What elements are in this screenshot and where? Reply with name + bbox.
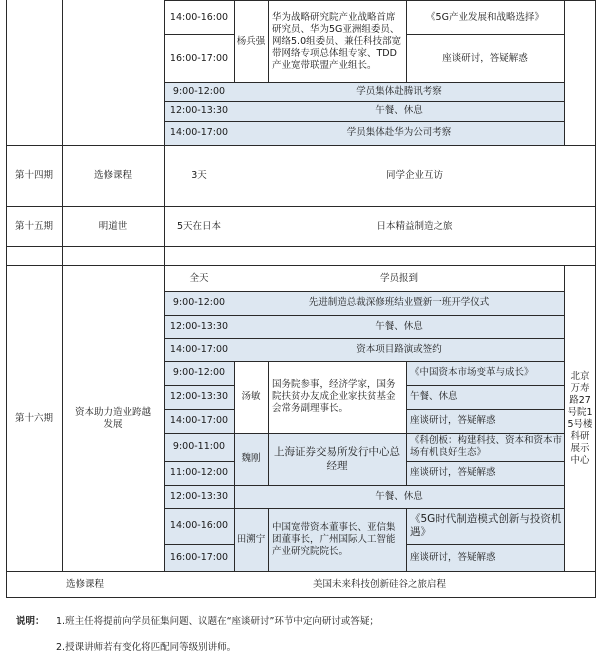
time-cell: 12:00-13:30 — [169, 490, 229, 502]
time-cell: 14:00-16:00 — [169, 520, 229, 531]
time-cell: 12:00-13:30 — [169, 320, 229, 332]
time-cell: 16:00-17:00 — [169, 52, 229, 64]
time-cell: 全天 — [189, 272, 209, 284]
topic-cell: 《中国资本市场变革与成长》 — [410, 367, 534, 378]
time-cell: 16:00-17:00 — [169, 551, 229, 563]
period-label: 第十四期 — [14, 170, 53, 181]
elective-label: 选修课程 — [65, 578, 104, 590]
note-1: 1.班主任将提前向学员征集问题、议题在“座谈研讨”环节中定向研讨或答疑； — [56, 616, 379, 627]
speaker-name: 田溯宁 — [236, 533, 266, 545]
topic-cell: 《科创板：构建科技、资本和资本市场有机良好生态》 — [410, 435, 563, 458]
activity-cell: 午餐、休息 — [375, 105, 423, 116]
grid-line — [6, 246, 595, 247]
topic-cell: 座谈研讨，答疑解惑 — [410, 551, 496, 563]
topic-cell: 午餐、休息 — [410, 391, 458, 402]
time-cell: 12:00-13:30 — [169, 391, 229, 402]
speaker-bio: 上海证券交易所发行中心总经理 — [274, 446, 400, 472]
duration-cell: 3天 — [191, 170, 207, 181]
note-2: 2.授课讲师若有变化将匹配同等级别讲师。 — [56, 642, 237, 653]
speaker-name: 杨兵强 — [236, 35, 266, 47]
time-cell: 9:00-12:00 — [172, 367, 226, 378]
course-name: 资本助力造业跨越发展 — [74, 406, 151, 430]
activity-cell: 日本精益制造之旅 — [376, 220, 453, 232]
activity-cell: 午餐、休息 — [375, 490, 423, 502]
period-label: 第十五期 — [14, 220, 53, 232]
course-name: 选修课程 — [93, 170, 132, 181]
location-cell: 北京万寿路27号院15号楼科研展示中心 — [567, 370, 593, 466]
activity-cell: 学员集体赴华为公司考察 — [346, 127, 452, 138]
notes-title: 说明： — [16, 616, 45, 627]
speaker-bio: 华为战略研究院产业战略首席研究员、华为5G亚洲组委员、网络5.0组委员、兼任科技部宽带网络专项总体组专家、TDD产业宽带联盟产业组长。 — [272, 11, 402, 71]
time-cell: 9:00-12:00 — [172, 85, 226, 97]
activity-cell: 资本项目路演或签约 — [356, 343, 442, 355]
time-cell: 9:00-11:00 — [172, 441, 226, 452]
speaker-name: 汤敏 — [241, 391, 261, 402]
grid-line — [62, 0, 63, 571]
activity-cell: 同学企业互访 — [385, 170, 443, 181]
time-cell: 11:00-12:00 — [169, 467, 229, 478]
activity-cell: 午餐、休息 — [375, 320, 423, 332]
grid-line — [6, 597, 596, 598]
duration-cell: 5天在日本 — [176, 220, 222, 232]
activity-cell: 学员报到 — [379, 272, 418, 284]
speaker-bio: 中国宽带资本董事长、亚信集团董事长，广州国际人工智能产业研究院院长。 — [272, 521, 396, 557]
grid-line — [564, 0, 565, 145]
activity-cell: 先进制造总裁深修班结业暨新一班开学仪式 — [308, 297, 490, 308]
elective-activity: 美国未来科技创新硅谷之旅启程 — [312, 578, 446, 590]
topic-cell: 座谈研讨，答疑解惑 — [442, 52, 528, 64]
grid-line — [595, 0, 596, 598]
time-cell: 14:00-16:00 — [169, 11, 229, 23]
period-label: 第十六期 — [14, 412, 53, 424]
speaker-name: 魏刚 — [241, 453, 261, 464]
time-cell: 14:00-17:00 — [169, 343, 229, 355]
topic-cell: 《5G产业发展和战略选择》 — [426, 11, 544, 23]
course-name: 明道世 — [98, 220, 128, 232]
speaker-bio: 国务院参事，经济学家，国务院扶贫办友成企业家扶贫基金会常务副理事长。 — [272, 379, 396, 414]
time-cell: 9:00-12:00 — [172, 297, 226, 308]
time-cell: 14:00-17:00 — [169, 415, 229, 426]
topic-cell: 座谈研讨，答疑解惑 — [410, 467, 496, 478]
time-cell: 14:00-17:00 — [169, 127, 229, 138]
time-cell: 12:00-13:30 — [169, 105, 229, 116]
schedule-table — [6, 0, 596, 598]
topic-cell: 座谈研讨，答疑解惑 — [410, 415, 496, 426]
topic-cell: 《5G时代制造模式创新与投资机遇》 — [410, 513, 562, 538]
activity-cell: 学员集体赴腾讯考察 — [356, 85, 442, 97]
